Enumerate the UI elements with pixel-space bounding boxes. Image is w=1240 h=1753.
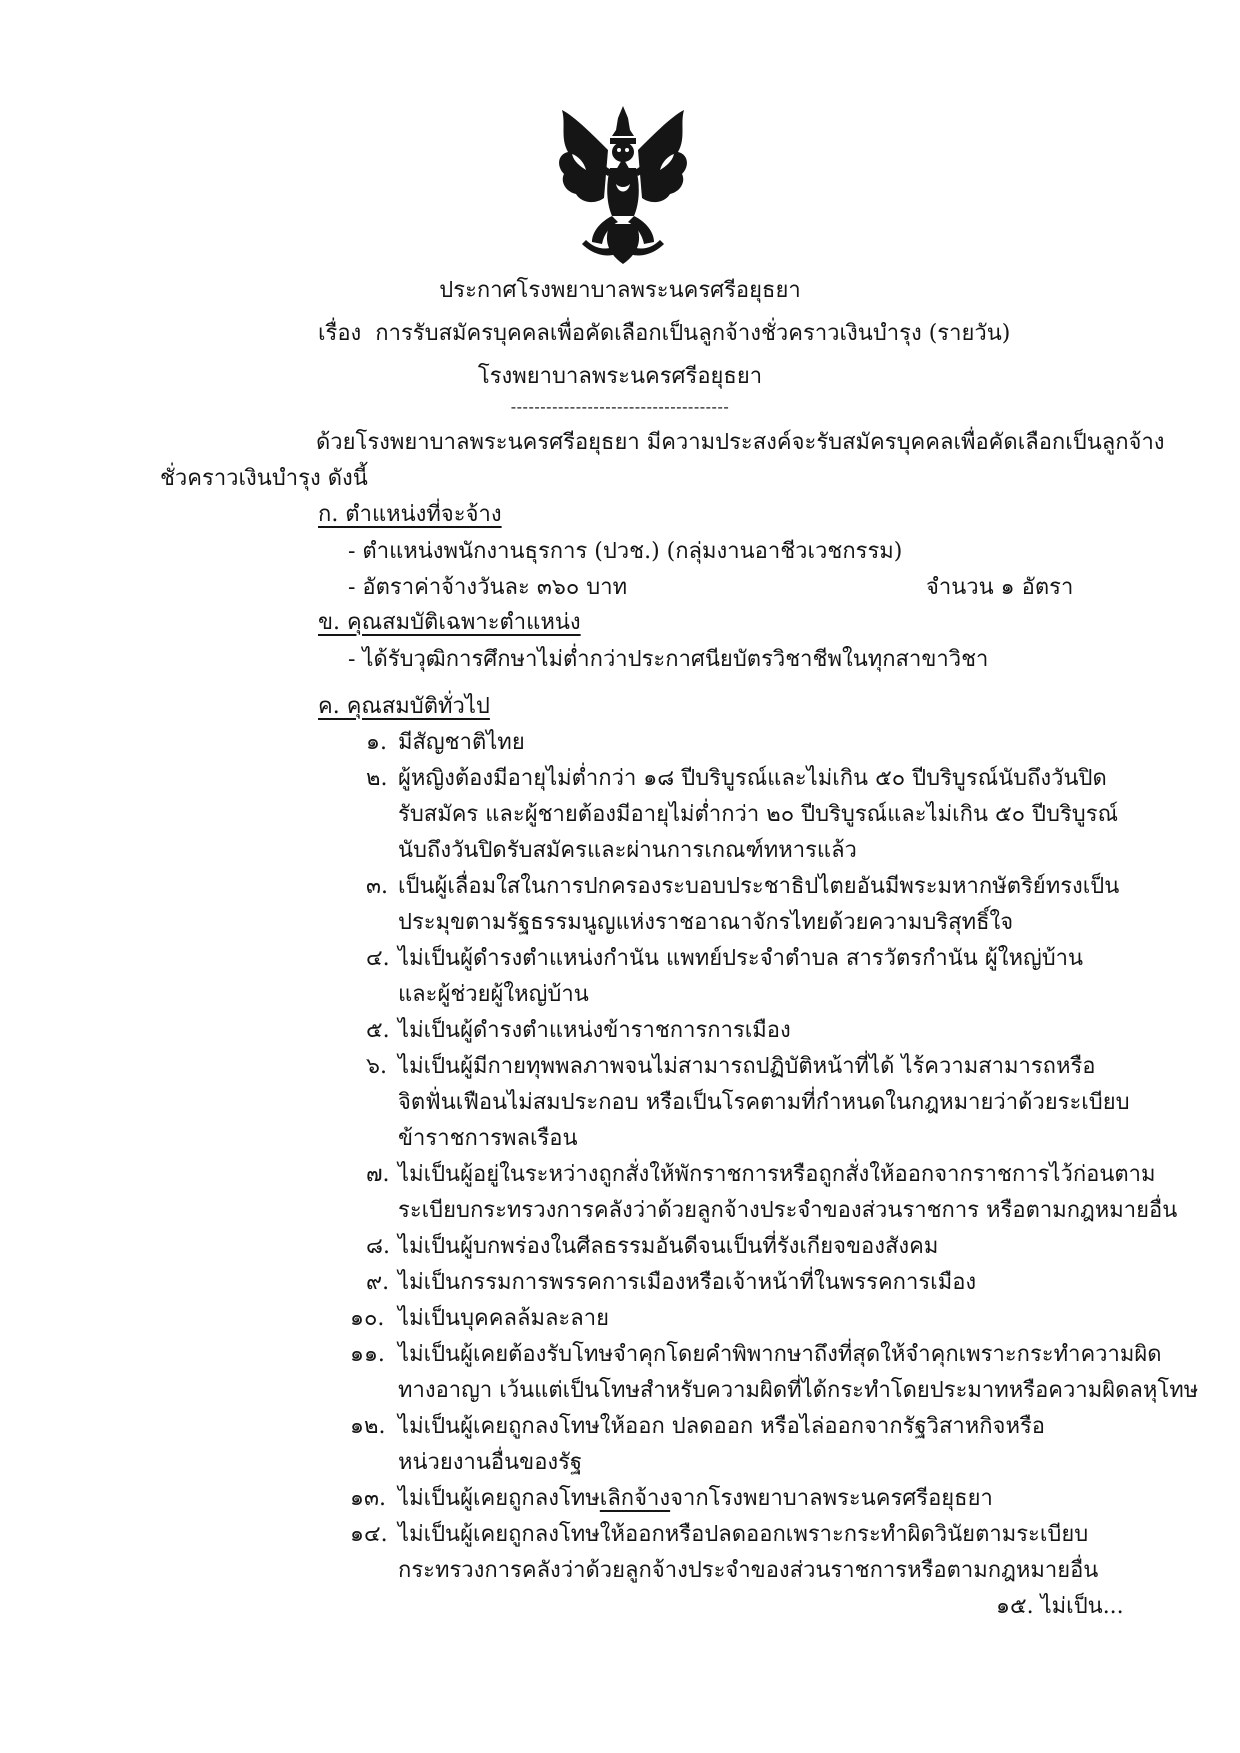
section-b-item: - ได้รับวุฒิการศึกษาไม่ต่ำกว่าประกาศนียบัตรวิชาชีพในทุกสาขาวิชา xyxy=(348,647,989,672)
list-item-number: ๑๑. xyxy=(350,1342,385,1367)
list-item-line: หน่วยงานอื่นของรัฐ xyxy=(398,1450,583,1475)
list-item-number: ๘. xyxy=(366,1234,390,1259)
list-item-line: เป็นผู้เลื่อมใสในการปกครองระบอบประชาธิปไตยอันมีพระมหากษัตริย์ทรงเป็น xyxy=(398,874,1120,899)
list-item-line: จิตฟั่นเฟือนไม่สมประกอบ หรือเป็นโรคตามที่กำหนดในกฎหมายว่าด้วยระเบียบ xyxy=(398,1090,1130,1115)
intro-line-1: ด้วยโรงพยาบาลพระนครศรีอยุธยา มีความประสงค์จะรับสมัครบุคคลเพื่อคัดเลือกเป็นลูกจ้าง xyxy=(316,430,1165,455)
garuda-emblem-icon xyxy=(552,104,694,266)
list-item-line: ไม่เป็นผู้อยู่ในระหว่างถูกสั่งให้พักราชการหรือถูกสั่งให้ออกจากราชการไว้ก่อนตาม xyxy=(398,1162,1156,1187)
subject-label: เรื่อง xyxy=(318,321,362,346)
section-a-position: - ตำแหน่งพนักงานธุรการ (ปวช.) (กลุ่มงานอาชีวเวชกรรม) xyxy=(348,539,903,564)
list-item-text: จากโรงพยาบาลพระนครศรีอยุธยา xyxy=(670,1486,993,1511)
section-c-heading: ค. คุณสมบัติทั่วไป xyxy=(318,694,490,719)
list-item-line: ข้าราชการพลเรือน xyxy=(398,1126,578,1151)
list-item-line: ประมุขตามรัฐธรรมนูญแห่งราชอาณาจักรไทยด้วยความบริสุทธิ์ใจ xyxy=(398,910,1014,935)
list-item-number: ๑๒. xyxy=(350,1414,386,1439)
list-item-line: มีสัญชาติไทย xyxy=(398,730,525,755)
list-item-line: ผู้หญิงต้องมีอายุไม่ต่ำกว่า ๑๘ ปีบริบูรณ์และไม่เกิน ๕๐ ปีบริบูรณ์นับถึงวันปิด xyxy=(398,766,1107,791)
list-item-number: ๓. xyxy=(366,874,389,899)
list-item-line: รับสมัคร และผู้ชายต้องมีอายุไม่ต่ำกว่า ๒๐ ปีบริบูรณ์และไม่เกิน ๕๐ ปีบริบูรณ์ xyxy=(398,802,1118,827)
list-item-line: ไม่เป็นผู้ดำรงตำแหน่งกำนัน แพทย์ประจำตำบล สารวัตรกำนัน ผู้ใหญ่บ้าน xyxy=(398,946,1084,971)
list-item-line: ไม่เป็นผู้ดำรงตำแหน่งข้าราชการการเมือง xyxy=(398,1018,791,1043)
list-item-line: ไม่เป็นกรรมการพรรคการเมืองหรือเจ้าหน้าที่ในพรรคการเมือง xyxy=(398,1270,977,1295)
list-item-line: ไม่เป็นผู้บกพร่องในศีลธรรมอันดีจนเป็นที่รังเกียจของสังคม xyxy=(398,1234,939,1259)
list-item-line: กระทรวงการคลังว่าด้วยลูกจ้างประจำของส่วนราชการหรือตามกฎหมายอื่น xyxy=(398,1558,1099,1583)
list-item-line: และผู้ช่วยผู้ใหญ่บ้าน xyxy=(398,982,589,1007)
organization-name: โรงพยาบาลพระนครศรีอยุธยา xyxy=(477,364,763,389)
section-a-quota: จำนวน ๑ อัตรา xyxy=(926,575,1074,600)
list-item-line xyxy=(398,1484,993,1514)
list-item-line: นับถึงวันปิดรับสมัครและผ่านการเกณฑ์ทหารแล้ว xyxy=(398,838,857,863)
list-item-number: ๒. xyxy=(366,766,388,791)
section-a-wage: - อัตราค่าจ้างวันละ ๓๖๐ บาท xyxy=(348,575,628,600)
document-title: ประกาศโรงพยาบาลพระนครศรีอยุธยา xyxy=(439,278,801,303)
subject-text: การรับสมัครบุคคลเพื่อคัดเลือกเป็นลูกจ้างชั่วคราวเงินบำรุง (รายวัน) xyxy=(375,321,1011,346)
list-item-number: ๑๓. xyxy=(350,1486,386,1511)
list-item-number: ๗. xyxy=(366,1162,390,1187)
list-item-number: ๑๔. xyxy=(350,1522,388,1547)
emphasized-term: เลิกจ้าง xyxy=(599,1486,671,1511)
intro-line-2: ชั่วคราวเงินบำรุง ดังนี้ xyxy=(160,466,368,491)
list-item-number: ๖. xyxy=(366,1054,387,1079)
list-item-line: ไม่เป็นบุคคลล้มละลาย xyxy=(398,1306,609,1331)
list-item-line: ไม่เป็นผู้เคยถูกลงโทษให้ออกหรือปลดออกเพราะกระทำผิดวินัยตามระเบียบ xyxy=(398,1522,1089,1547)
list-item-line: ทางอาญา เว้นแต่เป็นโทษสำหรับความผิดที่ได้กระทำโดยประมาทหรือความผิดลหุโทษ xyxy=(398,1378,1199,1403)
list-item-line: ไม่เป็นผู้เคยถูกลงโทษให้ออก ปลดออก หรือไล่ออกจากรัฐวิสาหกิจหรือ xyxy=(398,1414,1045,1439)
list-item-number: ๕. xyxy=(366,1018,390,1043)
list-item-number: ๑๐. xyxy=(350,1306,385,1331)
section-b-heading: ข. คุณสมบัติเฉพาะตำแหน่ง xyxy=(318,610,581,635)
list-item-number: ๔. xyxy=(366,946,390,971)
section-a-heading: ก. ตำแหน่งที่จะจ้าง xyxy=(318,502,502,527)
list-item-number: ๙. xyxy=(366,1270,390,1295)
continuation-note: ๑๕. ไม่เป็น... xyxy=(996,1594,1124,1619)
list-item-text: ไม่เป็นผู้เคยถูกลงโทษ xyxy=(398,1486,600,1511)
subject-line xyxy=(318,319,1010,349)
list-item-line: ระเบียบกระทรวงการคลังว่าด้วยลูกจ้างประจำของส่วนราชการ หรือตามกฎหมายอื่น xyxy=(398,1198,1178,1223)
header-divider: ------------------------------------- xyxy=(510,397,730,416)
list-item-line: ไม่เป็นผู้เคยต้องรับโทษจำคุกโดยคำพิพากษาถึงที่สุดให้จำคุกเพราะกระทำความผิด xyxy=(398,1342,1162,1367)
list-item-line: ไม่เป็นผู้มีกายทุพพลภาพจนไม่สามารถปฏิบัติหน้าที่ได้ ไร้ความสามารถหรือ xyxy=(398,1054,1096,1079)
list-item-number: ๑. xyxy=(366,730,387,755)
